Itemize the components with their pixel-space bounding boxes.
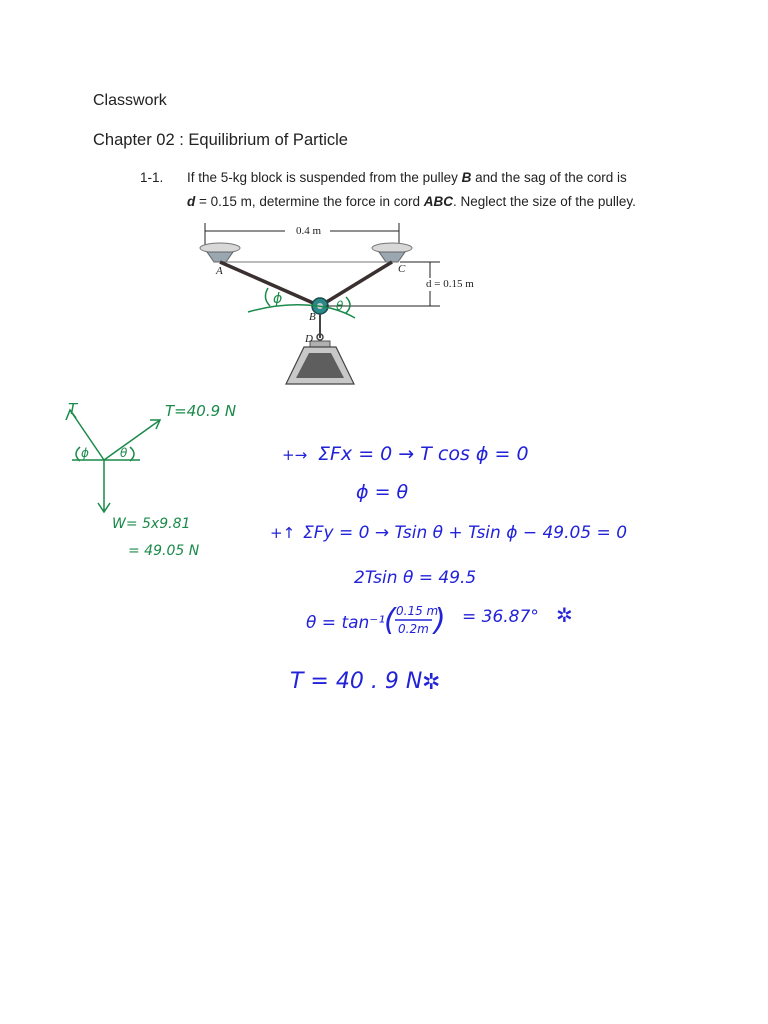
eq3-sign: +↑: [270, 524, 296, 542]
point-c-label: C: [398, 263, 406, 275]
problem-text-d: d: [187, 194, 196, 209]
span-label: 0.4 m: [296, 225, 322, 237]
theta-label: θ: [336, 299, 344, 313]
sag-label: d = 0.15 m: [426, 278, 474, 290]
paren-open: (: [384, 603, 396, 638]
equation-sum-fy: ΣFy = 0 → Tsin θ + Tsin ϕ − 49.05 = 0: [303, 523, 628, 543]
right-tension-vector: [104, 420, 160, 460]
equation-phi-equals-theta: ϕ = θ: [356, 481, 409, 503]
fbd-weight-label: W= 5x9.81: [112, 516, 191, 532]
fraction-denominator: 0.2m: [398, 622, 429, 636]
equation-final-tension: T = 40 . 9 N: [290, 669, 423, 694]
problem-text: = 0.15 m, determine the force in cord: [195, 194, 424, 209]
eq1-sign: +→: [282, 446, 308, 464]
theta-arc: [130, 447, 134, 461]
problem-number: 1-1.: [140, 170, 164, 185]
problem-text-abc: ABC: [423, 194, 453, 209]
equation-theta-result: = 36.87°: [462, 607, 539, 627]
page-label: Classwork: [93, 92, 167, 109]
answer-mark: ✲: [556, 603, 573, 627]
point-a-label: A: [216, 265, 223, 277]
problem-text-b: B: [461, 170, 472, 185]
point-d-label: D: [305, 333, 313, 345]
problem-text: If the 5-kg block is suspended from the pulley: [187, 170, 462, 185]
fbd-phi-label: ϕ: [81, 446, 89, 460]
fbd-right-force-label: T=40.9 N: [165, 402, 237, 420]
fraction-numerator: 0.15 m: [396, 604, 439, 618]
fbd-theta-label: θ: [120, 446, 128, 460]
chapter-title: Chapter 02 : Equilibrium of Particle: [93, 131, 348, 149]
free-body-diagram: [66, 400, 236, 559]
equation-theta-lhs: θ = tan⁻¹: [306, 613, 386, 633]
fbd-weight-value: = 49.05 N: [128, 543, 200, 559]
paren-close: ): [434, 603, 446, 638]
equation-sum-fx: ΣFx = 0 → T cos ϕ = 0: [318, 443, 529, 465]
phi-label: ϕ: [273, 291, 283, 307]
point-b-label: B: [309, 311, 316, 323]
problem-text: and the sag of the cord is: [471, 170, 627, 185]
problem-text: . Neglect the size of the pulley.: [453, 194, 636, 209]
phi-arc: [76, 447, 80, 461]
answer-mark: ✲: [422, 670, 441, 695]
fbd-left-force-label: T: [68, 400, 78, 418]
equation-2tsin: 2Tsin θ = 49.5: [354, 568, 477, 588]
